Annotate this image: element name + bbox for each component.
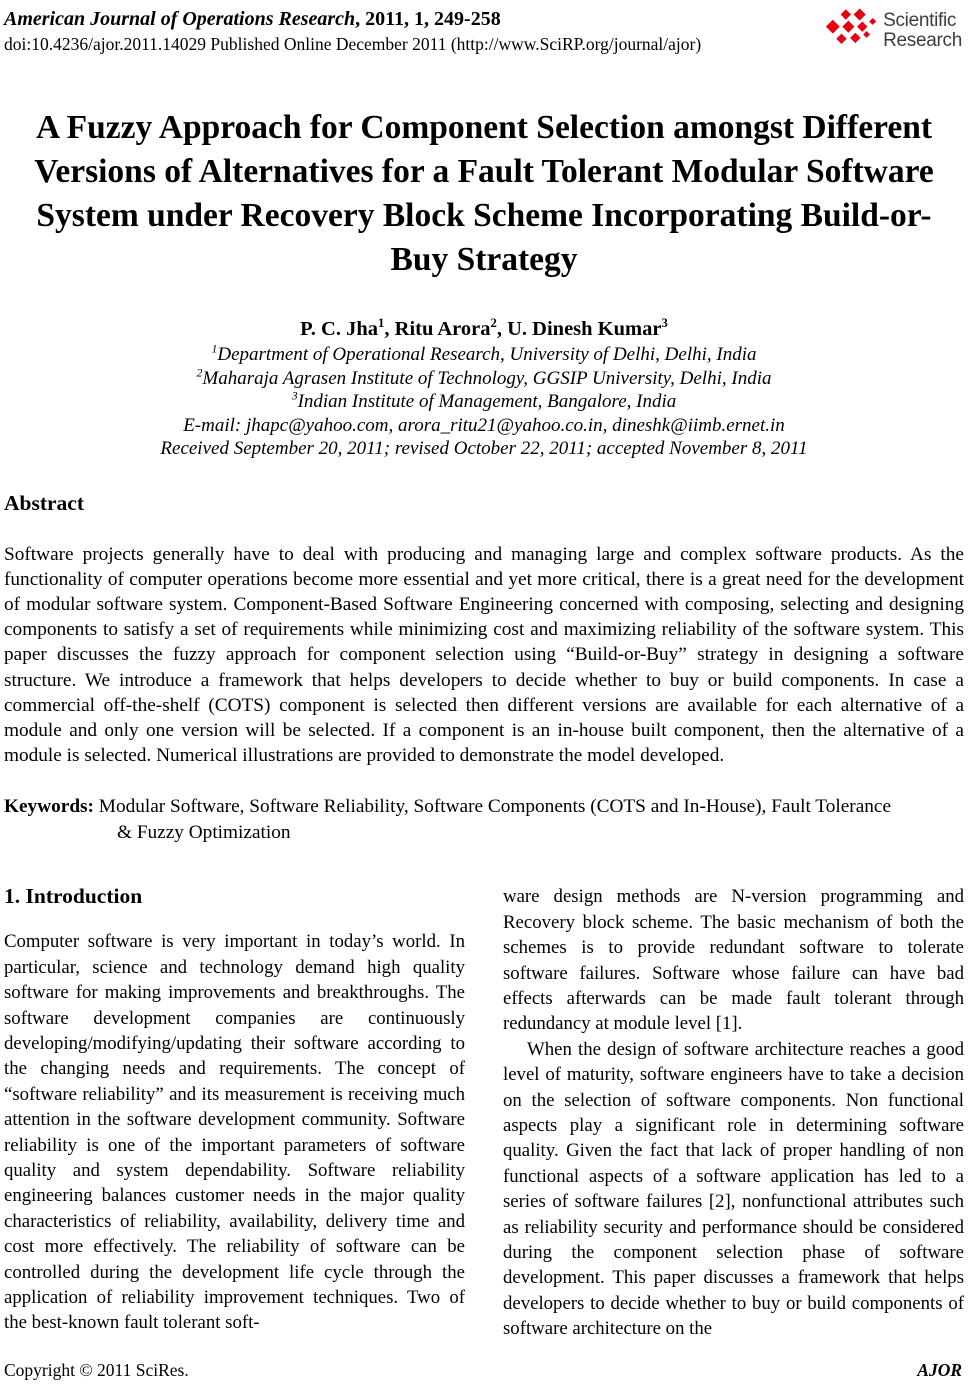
journal-citation [4,7,701,31]
copyright-notice: Copyright © 2011 SciRes. [4,1360,189,1380]
publisher-name-line1: Scientific [883,10,957,31]
journal-name: American Journal of Operations Research [4,8,356,30]
abstract-text: Software projects generally have to deal with producing and managing large and complex software products. As the functionality of computer operations become more essential and yet more critical, there is a great need for the development of modular software system. Component-Based Software Engineering concerned with composing, selecting and designing components to satisfy a set of requirements while minimizing cost and maximizing reliability of the software system. This paper discusses the fuzzy approach for component selection using “Build-or-Buy” strategy in designing a software structure. We introduce a framework that helps developers to decide whether to buy or build components. In case a commercial off-the-shelf (COTS) component is selected then different versions are available for each alternative of a module and only one version will be selected. If a component is an in-house built component, then the alternative of a module is selected. Numerical illustrations are provided to demonstrate the model developed. [4,543,964,767]
journal-abbreviation: AJOR [917,1360,962,1380]
publisher-name [883,11,962,51]
keywords-label: Keywords: [4,796,94,818]
author-2: Ritu Arora$^2$, [394,316,508,340]
affiliation-3: $^3$Indian Institute of Management, Bangalore, India [291,389,677,412]
paper-title: A Fuzzy Approach for Component Selection amongst Different Versions of Alternatives for a Fault Tolerant Modular Software System under Recovery Block Scheme Incorporating Build-or-Buy Strategy [34,109,934,278]
introduction-heading: 1. Introduction [4,884,143,909]
received-dates: Received September 20, 2011; revised October 22, 2011; accepted November 8, 2011 [160,438,808,459]
author-names [4,315,964,343]
publisher-name-line2: Research [883,30,962,51]
journal-issue-pages: , 2011, 1, 249-258 [355,8,501,30]
publisher-logo [825,8,964,54]
author-3-affil-mark: 3 [661,316,668,331]
introduction-paragraph-right-1: ware design methods are N-version programming and Recovery block scheme. The basic mechanism of both the schemes is to provide redundant software to tolerate software failures. Software whose failure can have bad effects afterwards can be made fault tolerant through redundancy at module level [1]. [503,886,964,1035]
abstract-heading: Abstract [4,490,85,515]
introduction-paragraph-right-2: When the design of software architecture reaches a good level of maturity, software engineers have to take a decision on the selection of software components. Non functional aspects play a significant role in determining software quality. Given the fact that lack of proper handling of non functional aspects of a software application has led to a series of software failures [2], nonfunctional attributes such as reliability security and performance should be considered during the component selection phase of software development. This paper discusses a framework that helps developers to decide whether to buy or build components of software architecture on the [503,1038,964,1340]
author-block [4,315,964,461]
author-1-affil-mark: 1 [378,316,385,331]
affiliation-2: $^2$Maharaja Agrasen Institute of Technology, GGSIP University, Delhi, India [196,366,772,389]
author-3: U. Dinesh Kumar$^3$ [507,316,668,340]
page-header [4,7,964,56]
keywords-block [4,794,909,846]
left-column [4,884,465,1341]
affiliation-1: $^1$Department of Operational Research, University of Delhi, Delhi, India [211,342,757,365]
journal-info [4,7,701,56]
introduction-paragraph-left: Computer software is very important in today’s world. In particular, science and technology demand high quality software for making improvements and breakthroughs. The software development companies are continuously developing/modifying/updating their software according to the changing needs and requirements. The concept of “software reliability” and its measurement is receiving much attention in the software development community. Software reliability is one of the important parameters of software quality and system dependability. Software reliability engineering balances customer needs in the major quality characteristics of reliability, availability, delivery time and cost more effectively. The reliability of software can be controlled during the development life cycle through the application of reliability improvement techniques. Two of the best-known fault tolerant soft- [4,931,465,1334]
doi-line: doi:10.4236/ajor.2011.14029 Published Online December 2011 (http://www.SciRP.org/journal/ajor) [4,34,702,54]
keywords-text: Modular Software, Software Reliability, Software Components (COTS and In-House), Fault Tolerance & Fuzzy Optimization [98,796,892,844]
email-line: E-mail: jhapc@yahoo.com, arora_ritu21@yahoo.co.in, dineshk@iimb.ernet.in [183,414,785,436]
right-column [503,884,964,1341]
introduction-section [4,884,964,1341]
author-1: P. C. Jha$^1$, [300,316,395,340]
scirp-diamonds-icon [825,8,877,54]
author-2-affil-mark: 2 [490,316,497,331]
page-footer [4,1360,962,1381]
